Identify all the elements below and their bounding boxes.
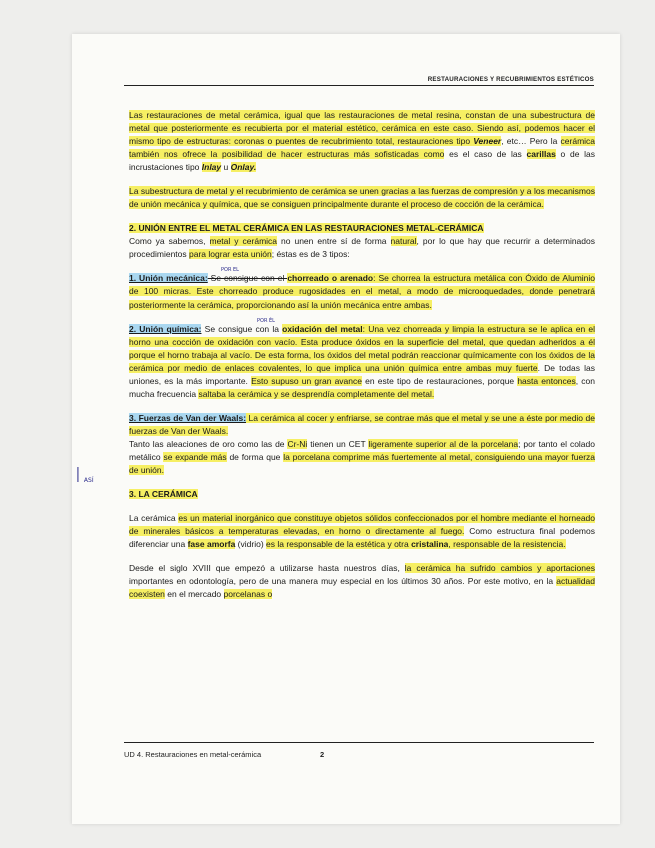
item-3-label: 3. Fuerzas de Van der Waals: xyxy=(129,412,247,423)
section-3-paragraph-2: Desde el siglo XVIII que empezó a utilizarse hasta nuestros días, la cerámica ha sufrido cambios y aportaciones importantes en odontología, pero de una manera muy especial en los últimos 30 años. Por este motivo, en la actualidad coexisten en el mercado porcelanas o xyxy=(129,563,595,600)
handwritten-note: POR EL xyxy=(221,267,239,274)
carillas-term: carillas xyxy=(526,149,556,160)
text: o de las incrustaciones tipo xyxy=(129,149,596,173)
section-3-heading: 3. LA CERÁMICA xyxy=(129,489,198,500)
section-2-heading: 2. UNIÓN ENTRE EL METAL CERÁMICA EN LAS RESTAURACIONES METAL-CERÁMICA xyxy=(129,223,484,234)
margin-note: ASÍ xyxy=(83,477,94,484)
section-3-paragraph-1: La cerámica es un material inorgánico que constituye objetos sólidos confeccionados por el hombre mediante el horneado de minerales básicos a temperaturas elevadas, en horno o directamente al fuego. Como estructura final podemos diferenciar una fase amorfa (vidrio) es la responsable de la estética y otra cristalina, responsable de la resistencia. xyxy=(129,513,595,550)
intro-paragraph xyxy=(129,109,595,174)
text: u xyxy=(221,162,231,173)
onlay-term: Onlay. xyxy=(230,162,257,173)
document-page xyxy=(72,34,620,824)
margin-annotation xyxy=(75,463,94,487)
item-3-van-der-waals: 3. Fuerzas de Van der Waals: La cerámica al cocer y enfriarse, se contrae más que el metal y se une a éste por medio de fuerzas de Van der Waals. Tanto las aleaciones de oro como las de Cr-Ni tienen un CET ligeramente superior al de la porcelana; por tanto el colado metálico se expande más de forma que la porcelana comprime más fuertemente al metal, consiguiendo una mayor fuerza de unión. xyxy=(129,412,596,476)
veneer-term: Veneer xyxy=(473,136,502,147)
item-2-label: 2. Unión química: xyxy=(129,323,202,334)
hl-text: cerámica también nos ofrece la posibilidad de hacer estructuras más sofisticadas como xyxy=(129,136,596,160)
text: , etc… Pero la xyxy=(501,136,561,147)
item-1-label: 1. Unión mecánica: xyxy=(129,273,208,284)
running-header: RESTAURACIONES Y RECUBRIMIENTOS ESTÉTICOS xyxy=(124,76,594,86)
handwritten-note: POR ÉL xyxy=(257,317,275,324)
intro-paragraph-2 xyxy=(129,185,595,211)
page-content xyxy=(75,109,596,601)
hl-text: Las restauraciones de metal cerámica xyxy=(129,110,279,120)
item-2-chemical: 2. Unión química: Se consigue con la oxidación del metal: Una vez chorreada y limpia la estructura se le aplica en el horno una cocción de oxidación con vacío. Esta produce óxidos en la superficie del metal, que quedan adheridos a él porque el horno trabaja al vacío. De esta forma, los óxidos del metal podrán reaccionar químicamente con los óxidos de la cerámica por medio de enlaces covalentes, lo que implica una unión química entre ambas muy fuerte. De todas las uniones, es la más importante. Esto supuso un gran avance en este tipo de restauraciones, porque hasta entonces, con mucha frecuencia saltaba la cerámica y se desprendía completamente del metal. xyxy=(129,323,595,399)
hl-text: La subestructura de metal y el recubrimiento de cerámica se unen gracias a las fuerzas de compresión y a los mecanismos de unión mecánica y química, que se consiguen principalmente durante el proceso de cocción de la cerámica. xyxy=(129,186,595,210)
inlay-term: Inlay xyxy=(201,162,222,173)
margin-mark: I xyxy=(75,463,81,487)
item-1-mechanical: 1. Unión mecánica: Se consigue con el chorreado o arenado: Se chorrea la estructura metálica con Óxido de Aluminio de 100 micras. Este chorreado produce rugosidades en el metal, a modo de microoquedades, donde penetrará posteriormente la cerámica, proporcionando así la unión mecánica entre ambas. xyxy=(129,273,596,310)
hl-text: , igual que las restauraciones de metal resina, constan de una subestructura de metal que posteriormente es recubierta por el material estético, cerámica en este caso. Siendo así, podemos hacer el mismo tipo de estructuras: coronas o puentes de recubrimiento total, restauraciones tipo xyxy=(129,110,595,147)
page-number: 2 xyxy=(320,750,325,759)
text: es el caso de las xyxy=(444,149,527,160)
page-footer xyxy=(124,742,594,759)
footer-text: UD 4. Restauraciones en metal-cerámica xyxy=(124,750,262,759)
section-2-intro: Como ya sabemos, metal y cerámica no unen entre sí de forma natural, por lo que hay que recurrir a determinados procedimientos para lograr esta unión; éstas es de 3 tipos: xyxy=(129,236,595,260)
